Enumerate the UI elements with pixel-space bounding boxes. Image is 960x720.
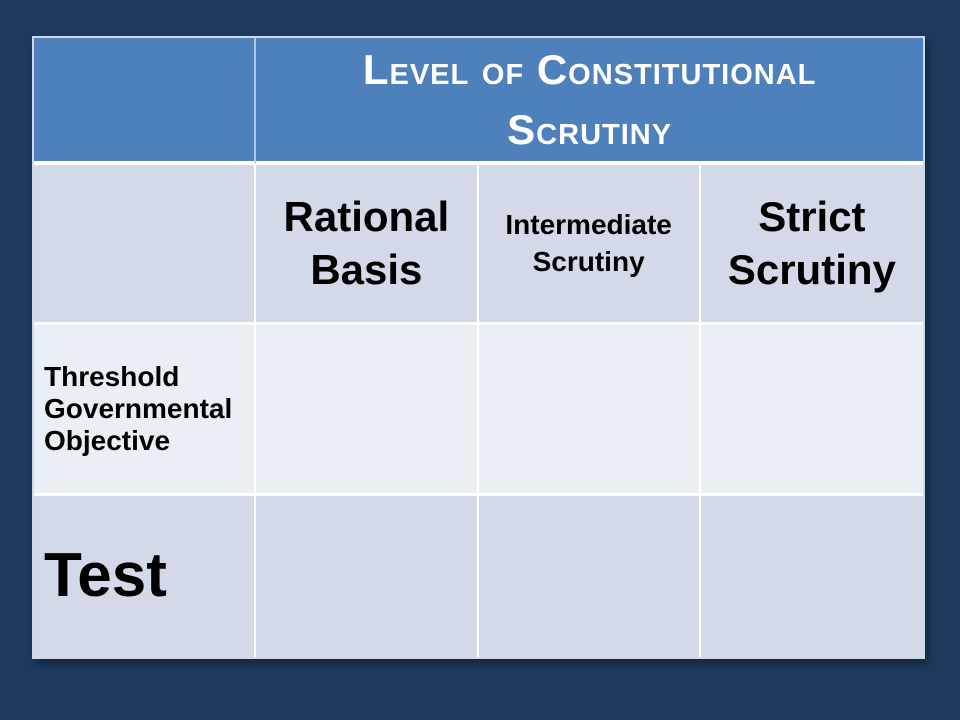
table-title-line2: Scrutiny bbox=[507, 105, 673, 153]
row-label-test: Test bbox=[34, 496, 256, 657]
table-title-line1: Level of Constitutional bbox=[362, 45, 817, 93]
empty-cell-row-header-col0 bbox=[34, 165, 256, 325]
empty-cell-threshold-rational bbox=[256, 325, 478, 496]
col-header-intermediate-scrutiny: Intermediate Scrutiny bbox=[479, 165, 701, 325]
empty-cell-test-strict bbox=[701, 496, 923, 657]
empty-cell-test-rational bbox=[256, 496, 478, 657]
empty-cell-threshold-strict bbox=[701, 325, 923, 496]
row-label-threshold-governmental-objective: Threshold Governmental Objective bbox=[34, 325, 256, 496]
col-header-strict-scrutiny: Strict Scrutiny bbox=[701, 165, 923, 325]
empty-cell-threshold-intermediate bbox=[479, 325, 701, 496]
col-header-rational-basis: Rational Basis bbox=[256, 165, 478, 325]
header-corner-cell bbox=[34, 38, 256, 165]
empty-cell-test-intermediate bbox=[479, 496, 701, 657]
table-title-cell bbox=[256, 38, 923, 165]
scrutiny-table bbox=[32, 36, 925, 659]
